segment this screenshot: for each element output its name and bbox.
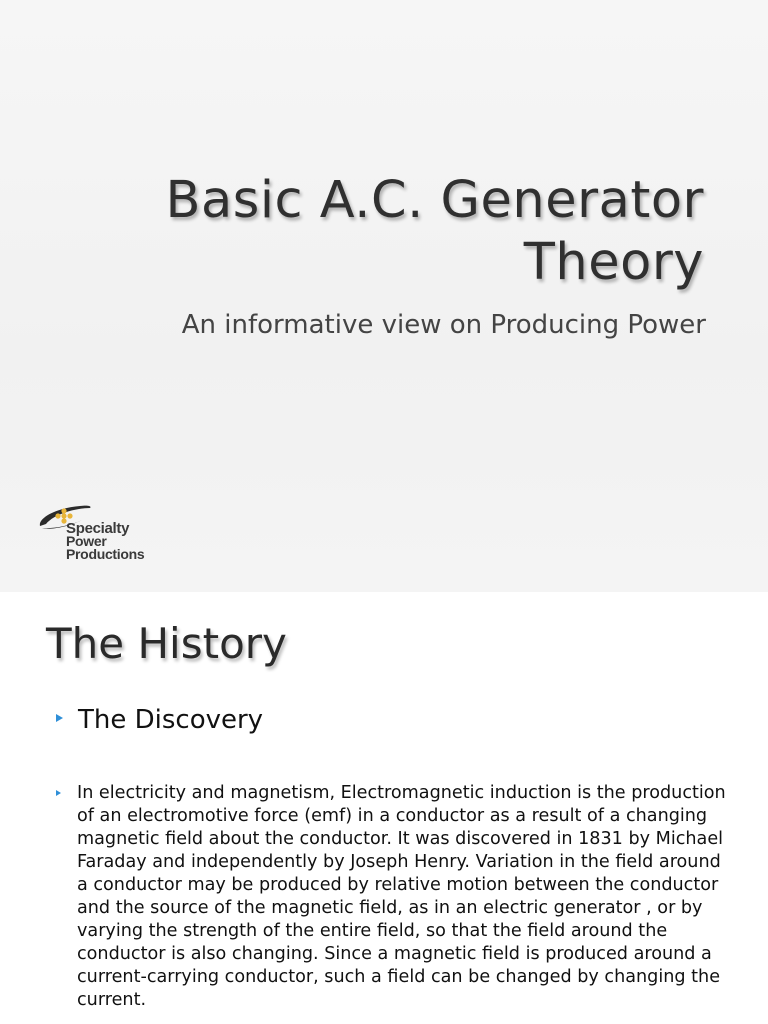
bullet-arrow-icon xyxy=(56,790,61,796)
logo-line-1: Specialty xyxy=(66,520,130,537)
history-slide xyxy=(0,592,768,1024)
logo-wordmark xyxy=(66,522,144,561)
slide-title-line-2: Theory xyxy=(523,233,704,292)
bullet-paragraph: In electricity and magnetism, Electromagnetic induction is the production of an electromotive force (emf) in a conductor as a result of a changing magnetic field about the conductor. It was discovered in 1831 by Michael Faraday and independently by Joseph Henry. Variation in the field around a conductor may be produced by relative motion between the conductor and the source of the magnetic field, as in an electric generator , or by varying the strength of the entire field, so that the field around the conductor is also changing. Since a magnetic field is produced around a current-carrying conductor, such a field can be changed by changing the current. xyxy=(77,783,726,1010)
bullet-arrow-icon xyxy=(56,714,63,722)
logo-line-3: Productions xyxy=(66,546,145,562)
logo-line-2: Power xyxy=(66,533,107,549)
company-logo xyxy=(36,496,182,568)
history-slide-title: The History xyxy=(46,619,287,668)
slide-title-line-1: Basic A.C. Generator xyxy=(165,171,704,230)
bullet-text: The Discovery xyxy=(78,705,264,735)
slide-title xyxy=(84,170,704,294)
slide-subtitle: An informative view on Producing Power xyxy=(181,310,706,340)
